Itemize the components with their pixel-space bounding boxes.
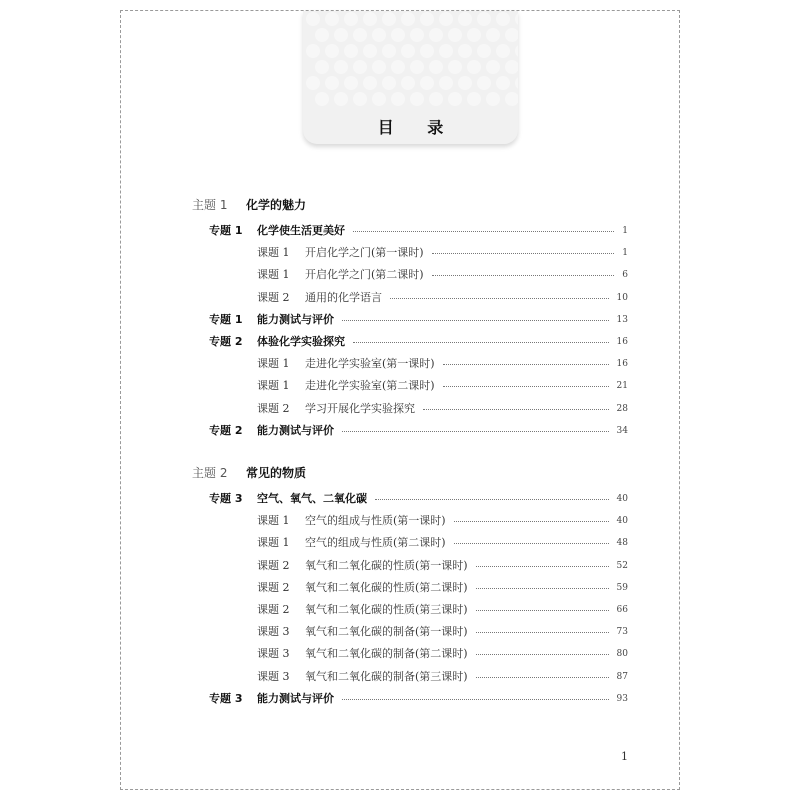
dot-leader <box>342 320 609 321</box>
toc-page-number: 52 <box>616 560 628 571</box>
toc-entry-title: 空气的组成与性质(第一课时) <box>305 514 446 528</box>
dot-leader <box>454 543 609 544</box>
toc-entry-title: 氧气和二氧化碳的制备(第二课时) <box>305 647 468 661</box>
dot-leader <box>454 521 609 522</box>
toc-page-number: 93 <box>616 693 628 704</box>
toc-entry-title: 氧气和二氧化碳的制备(第三课时) <box>305 669 468 683</box>
toc-lesson-row[interactable] <box>257 602 628 618</box>
toc-page-number: 28 <box>616 403 628 414</box>
toc-entry-title: 走进化学实验室(第一课时) <box>305 357 435 371</box>
toc-entry-number: 专题 1 <box>209 224 243 237</box>
dot-leader <box>353 231 614 232</box>
toc-entry-title: 氧气和二氧化碳的性质(第二课时) <box>305 580 468 594</box>
dot-leader <box>375 499 609 500</box>
toc-theme-row[interactable] <box>192 197 628 213</box>
dot-leader <box>476 654 609 655</box>
toc-entry-title: 学习开展化学实验探究 <box>305 401 415 415</box>
page-title: 目 录 <box>377 118 458 137</box>
toc-entry-title: 化学的魅力 <box>246 198 307 212</box>
toc-entry-title: 能力测试与评价 <box>257 312 334 326</box>
toc-page-number: 13 <box>616 314 628 325</box>
toc-lesson-row[interactable] <box>257 290 628 306</box>
toc-page-number: 1 <box>622 226 628 236</box>
toc-topic-row[interactable] <box>209 223 628 239</box>
dot-leader <box>423 409 609 410</box>
toc-entry-number: 专题 2 <box>209 423 243 437</box>
toc-entry-title: 常见的物质 <box>246 466 307 480</box>
toc-lesson-row[interactable] <box>257 669 628 685</box>
toc-page-number: 40 <box>616 494 628 504</box>
toc-entry-number: 课题 2 <box>257 580 290 594</box>
toc-page-number: 59 <box>616 582 628 593</box>
toc-lesson-row[interactable] <box>257 646 628 662</box>
toc-entry-title: 能力测试与评价 <box>257 423 334 437</box>
toc-entry-title: 空气、氧气、二氧化碳 <box>257 492 367 505</box>
dot-leader <box>476 566 609 567</box>
dot-leader <box>443 364 609 365</box>
toc-entry-number: 课题 2 <box>257 558 290 572</box>
toc-entry-number: 课题 3 <box>257 669 290 683</box>
toc-page-number: 6 <box>622 270 628 281</box>
toc-lesson-row[interactable] <box>257 513 628 529</box>
toc-lesson-row[interactable] <box>257 580 628 596</box>
toc-topic-row[interactable] <box>209 423 628 439</box>
toc-page-number: 1 <box>622 248 628 259</box>
toc-page-number: 34 <box>616 425 628 436</box>
toc-entry-title: 化学使生活更美好 <box>257 224 345 237</box>
toc-entry-title: 开启化学之门(第一课时) <box>305 246 424 260</box>
toc-page-number: 73 <box>616 627 628 638</box>
toc-lesson-row[interactable] <box>257 401 628 417</box>
toc-entry-number: 课题 1 <box>257 536 290 550</box>
toc-entry-number: 课题 1 <box>257 379 290 393</box>
toc-entry-number: 课题 2 <box>257 401 290 415</box>
toc-entry-title: 体验化学实验探究 <box>257 335 345 348</box>
toc-entry-title: 氧气和二氧化碳的性质(第一课时) <box>305 558 468 572</box>
dot-leader <box>353 342 609 343</box>
toc-lesson-row[interactable] <box>257 558 628 574</box>
toc-entry-number: 课题 2 <box>257 603 290 616</box>
toc-topic-row[interactable] <box>209 691 628 707</box>
toc-entry-title: 开启化学之门(第二课时) <box>305 268 424 282</box>
toc-lesson-row[interactable] <box>257 624 628 640</box>
toc-page-number: 48 <box>616 538 628 549</box>
toc-page-number: 16 <box>616 337 628 347</box>
dot-leader <box>342 431 609 432</box>
toc-topic-row[interactable] <box>209 491 628 507</box>
toc-page-number: 66 <box>616 605 628 615</box>
toc-lesson-row[interactable] <box>257 356 628 372</box>
toc-entry-number: 课题 1 <box>257 246 290 260</box>
toc-lesson-row[interactable] <box>257 245 628 261</box>
toc-entry-number: 课题 1 <box>257 514 290 528</box>
toc-entry-number: 专题 2 <box>209 335 243 348</box>
toc-entry-number: 课题 1 <box>257 357 290 371</box>
dot-leader <box>390 298 609 299</box>
dot-leader <box>476 610 609 611</box>
toc-entry-number: 课题 3 <box>257 625 290 639</box>
toc-entry-title: 通用的化学语言 <box>305 290 382 304</box>
toc-lesson-row[interactable] <box>257 535 628 551</box>
dot-leader <box>443 386 609 387</box>
toc-theme-row[interactable] <box>192 465 628 481</box>
toc-entry-title: 空气的组成与性质(第二课时) <box>305 536 446 550</box>
toc-entry-number: 课题 1 <box>257 268 290 282</box>
toc-topic-row[interactable] <box>209 312 628 328</box>
toc-page-number: 87 <box>616 671 628 682</box>
toc-entry-number: 专题 3 <box>209 691 243 705</box>
dot-leader <box>476 632 609 633</box>
dot-leader <box>432 253 614 254</box>
dot-leader <box>476 677 609 678</box>
toc-entry-number: 主题 1 <box>192 198 228 212</box>
footer-page-number: 1 <box>621 750 628 763</box>
toc-entry-number: 专题 1 <box>209 312 243 326</box>
toc-entry-title: 氧气和二氧化碳的制备(第一课时) <box>305 625 468 639</box>
dot-leader <box>432 275 614 276</box>
toc-entry-title: 能力测试与评价 <box>257 691 334 705</box>
toc-entry-number: 主题 2 <box>192 466 228 480</box>
toc-page-number: 40 <box>616 516 628 527</box>
toc-entry-number: 专题 3 <box>209 492 243 505</box>
dot-leader <box>476 588 609 589</box>
dot-leader <box>342 699 609 700</box>
toc-page-number: 21 <box>616 381 628 392</box>
toc-topic-row[interactable] <box>209 334 628 350</box>
toc-lesson-row[interactable] <box>257 378 628 394</box>
toc-entry-number: 课题 2 <box>257 290 290 304</box>
toc-page-number: 80 <box>616 649 628 660</box>
toc-page-number: 16 <box>616 359 628 370</box>
toc-entry-number: 课题 3 <box>257 647 290 661</box>
toc-entry-title: 走进化学实验室(第二课时) <box>305 379 435 393</box>
toc-lesson-row[interactable] <box>257 267 628 283</box>
toc-entry-title: 氧气和二氧化碳的性质(第三课时) <box>305 603 468 616</box>
toc-page-number: 10 <box>616 292 628 303</box>
